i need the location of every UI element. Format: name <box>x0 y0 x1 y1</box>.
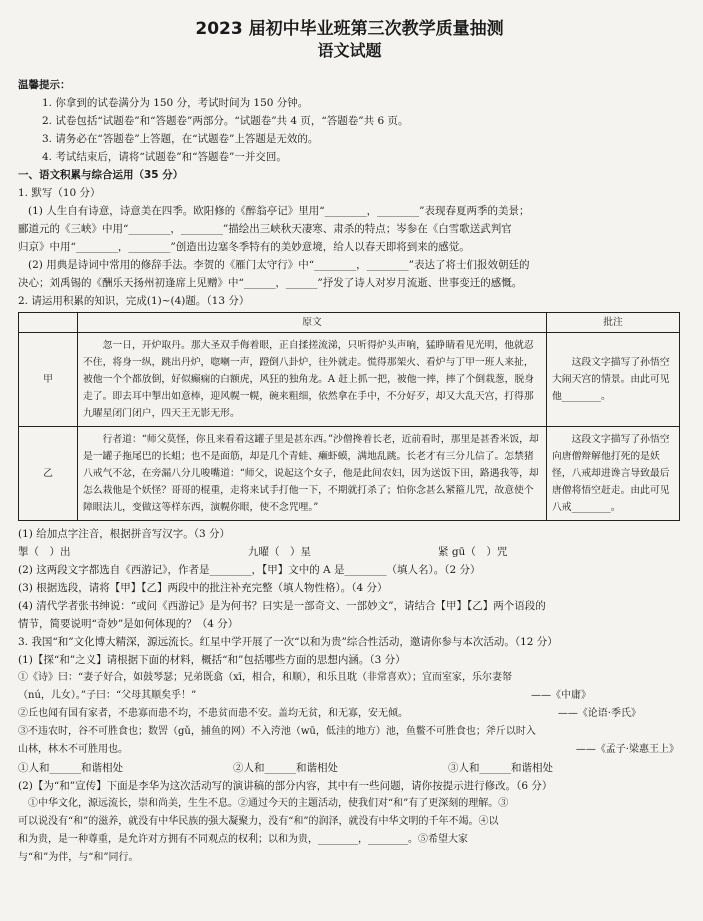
q2-sub1-items <box>18 543 681 561</box>
q2-heading: 2. 请运用积累的知识，完成(1)~(4)题。（13 分） <box>18 295 250 307</box>
tip-item: 3. 请务必在“答题卷”上答题，在“试题卷”上答题是无效的。 <box>42 133 319 145</box>
q3-heading: 3. 我国“和”文化博大精深，源远流长。红星中学开展了一次“以和为贵”综合性活动，邀请你参与本次活动。（12 分） <box>18 636 558 648</box>
tip-item: 4. 考试结束后，请将“试题卷”和“答题卷”一并交回。 <box>42 151 287 163</box>
q3-blank: ①人和______和谐相处 <box>18 762 123 774</box>
q2-note-jia: 这段文字描写了孙悟空大闹天宫的情景。由此可见他________。 <box>547 333 680 427</box>
q3-material <box>18 687 681 705</box>
question-3 <box>18 633 681 867</box>
q3-speech: 和为贵，是一种尊重，是允许对方拥有不同观点的权利；以和为贵，________，________。⑤希望大家 <box>18 834 468 845</box>
q1-heading: 1. 默写（10 分） <box>18 187 101 199</box>
q2-row-label: 乙 <box>19 427 78 521</box>
q1-line: 决心；刘禹锡的《酬乐天扬州初逢席上见赠》中“______，______”抒发了诗人对岁月流逝、世事变迁的感慨。 <box>18 277 523 289</box>
q3-material-text: 山林，林木不可胜用也。 <box>18 744 128 755</box>
q3-part1-heading: (1)【探“和”之义】请根据下面的材料，概括“和”包括哪些方面的思想内涵。（3 分） <box>18 654 406 666</box>
q3-material <box>18 705 681 723</box>
q2-sub1-item: 紧 gū（ ）咒 <box>438 546 508 558</box>
q3-material <box>18 741 681 759</box>
q3-material-source: ——《孟子·梁惠王上》 <box>575 744 679 755</box>
q3-material: ③不违农时，谷不可胜食也；数罟（gǔ，捕鱼的网）不入洿池（wū，低洼的地方）池，鱼鳖不可胜食也；斧斤以时入 <box>18 726 536 737</box>
q3-material-text: ②丘也闻有国有家者，不患寡而患不均，不患贫而患不安。盖均无贫，和无寡，安无倾。 <box>18 708 408 719</box>
q2-sub1-item: 掣（ ）出 <box>18 546 71 558</box>
question-1 <box>18 184 681 292</box>
exam-title: 2023 届初中毕业班第三次教学质量抽测 <box>195 19 504 39</box>
q2-sub4: (4) 清代学者张书绅说：“或问《西游记》是为何书？曰实是一部奇文、一部妙文”，请结合【甲】【乙】两个语段的 <box>18 600 546 612</box>
tips-section <box>18 76 681 166</box>
q3-speech: 与“和”为伴，与“和”同行。 <box>18 852 139 863</box>
section-one-heading: 一、语文积累与综合运用（35 分） <box>18 169 184 181</box>
q3-blank: ②人和______和谐相处 <box>233 762 338 774</box>
q2-sub1-heading: (1) 给加点字注音，根据拼音写汉字。（3 分） <box>18 528 230 540</box>
q2-sub4: 情节，简要说明“奇妙”是如何体现的？（4 分） <box>18 618 239 630</box>
q2-table-corner <box>19 313 78 333</box>
q3-material-source: ——《中庸》 <box>531 690 591 701</box>
q2-sub3: (3) 根据选段，请将【甲】【乙】两段中的批注补充完整（填人物性格）。（4 分） <box>18 582 388 594</box>
q2-col-original: 原文 <box>78 313 547 333</box>
q1-line: (2) 用典是诗词中常用的修辞手法。李贺的《雁门太守行》中“________，________”表达了将士们报效朝廷的 <box>28 259 530 271</box>
exam-subtitle: 语文试题 <box>317 41 382 60</box>
q2-passage-jia: 忽一日，开炉取丹。那大圣双手侮着眼，正自揉搓流涕，只听得炉头声响，猛睁睛看见光明，他就忍不住，将身一纵，跳出丹炉，唿喇一声，蹬倒八卦炉，往外就走。慌得那架火、看炉与丁甲一班人来扯，被他一个个都放倒，好似癫痫的白额虎，风狂的独角龙。A 赶上抓一把，被他一摔，摔了个倒栽葱，脱身走了。即去耳中掣出如意棒，迎风幌一幌，碗来粗细，依然拿在手中，不分好歹，却又大乱天宫，打得那九曜星闭门闭户，四天王无影无形。 <box>78 333 547 427</box>
q2-sub2: (2) 这两段文字都选自《西游记》，作者是________，【甲】文中的 A 是________（填人名）。（2 分） <box>18 564 481 576</box>
q2-sub1-item: 九曜（ ）星 <box>248 546 311 558</box>
q2-passage-yi: 行者道：“师父莫怪，你且来看看这罐子里是甚东西。”沙僧搀着长老，近前看时，那里是甚香米饭，却是一罐子拖尾巴的长蛆；也不是面筋，却是几个青蛙、癞虾蟆，满地乱跳。长老才有三分儿信了。怎禁猪八戒气不忿，在旁漏八分儿唆嘴道：“师父，说起这个女子，他是此间农妇，因为送饭下田，路遇我等，却怎么栽他是个妖怪？哥哥的棍重，走将来试手打他一下，不期就打杀了；怕你念甚么紧箍儿咒，故意使个障眼法儿，变做这等样东西，演幌你眼，使不念咒哩。” <box>78 427 547 521</box>
q3-speech: ①中华文化，源远流长，崇和尚美，生生不息。②通过今天的主题活动，使我们对“和”有了更深刻的理解。③ <box>28 798 509 809</box>
question-2 <box>18 292 681 633</box>
q3-part2-heading: (2)【为“和”宣传】下面是李华为这次活动写的演讲稿的部分内容，其中有一些问题，请你按提示进行修改。（6 分） <box>18 780 553 792</box>
q3-material: ①《诗》曰：“妻子好合，如鼓琴瑟；兄弟既翕（xī，相合，和顺），和乐且耽（非常喜欢）；宜而室家，乐尔妻帑 <box>18 672 512 683</box>
q2-col-note: 批注 <box>547 313 680 333</box>
tip-item: 2. 试卷包括“试题卷”和“答题卷”两部分。“试题卷”共 4 页，“答题卷”共 6 页。 <box>42 115 409 127</box>
q3-material-text: （nú，儿女）。”子曰：“父母其顺矣乎！” <box>18 690 197 701</box>
q3-speech: 可以说没有“和”的滋养，就没有中华民族的强大凝聚力，没有“和”的润泽，就没有中华文明的千年不竭。④以 <box>18 816 499 827</box>
q3-blank: ③人和______和谐相处 <box>448 762 553 774</box>
q1-line: 郦道元的《三峡》中用“________，________”描绘出三峡秋天凄寒、肃杀的特点；岑参在《白雪歌送武判官 <box>18 223 512 235</box>
q1-line: 归京》中用“________，________”创造出边塞冬季特有的美妙意境，给人以春天即将到来的感觉。 <box>18 241 470 253</box>
tips-heading: 温馨提示： <box>18 79 71 91</box>
q2-table <box>18 312 680 521</box>
q2-note-yi: 这段文字描写了孙悟空向唐僧辩解他打死的是妖怪，八戒却进谗言导致最后唐僧将悟空赶走。由此可见八戒________。 <box>547 427 680 521</box>
q2-row-label: 甲 <box>19 333 78 427</box>
tip-item: 1. 你拿到的试卷满分为 150 分，考试时间为 150 分钟。 <box>42 97 309 109</box>
q3-blanks <box>18 759 681 777</box>
q1-line: (1) 人生自有诗意，诗意美在四季。欧阳修的《醉翁亭记》里用“________，________”表现春夏两季的美景； <box>28 205 530 217</box>
q3-material-source: ——《论语·季氏》 <box>557 708 641 719</box>
